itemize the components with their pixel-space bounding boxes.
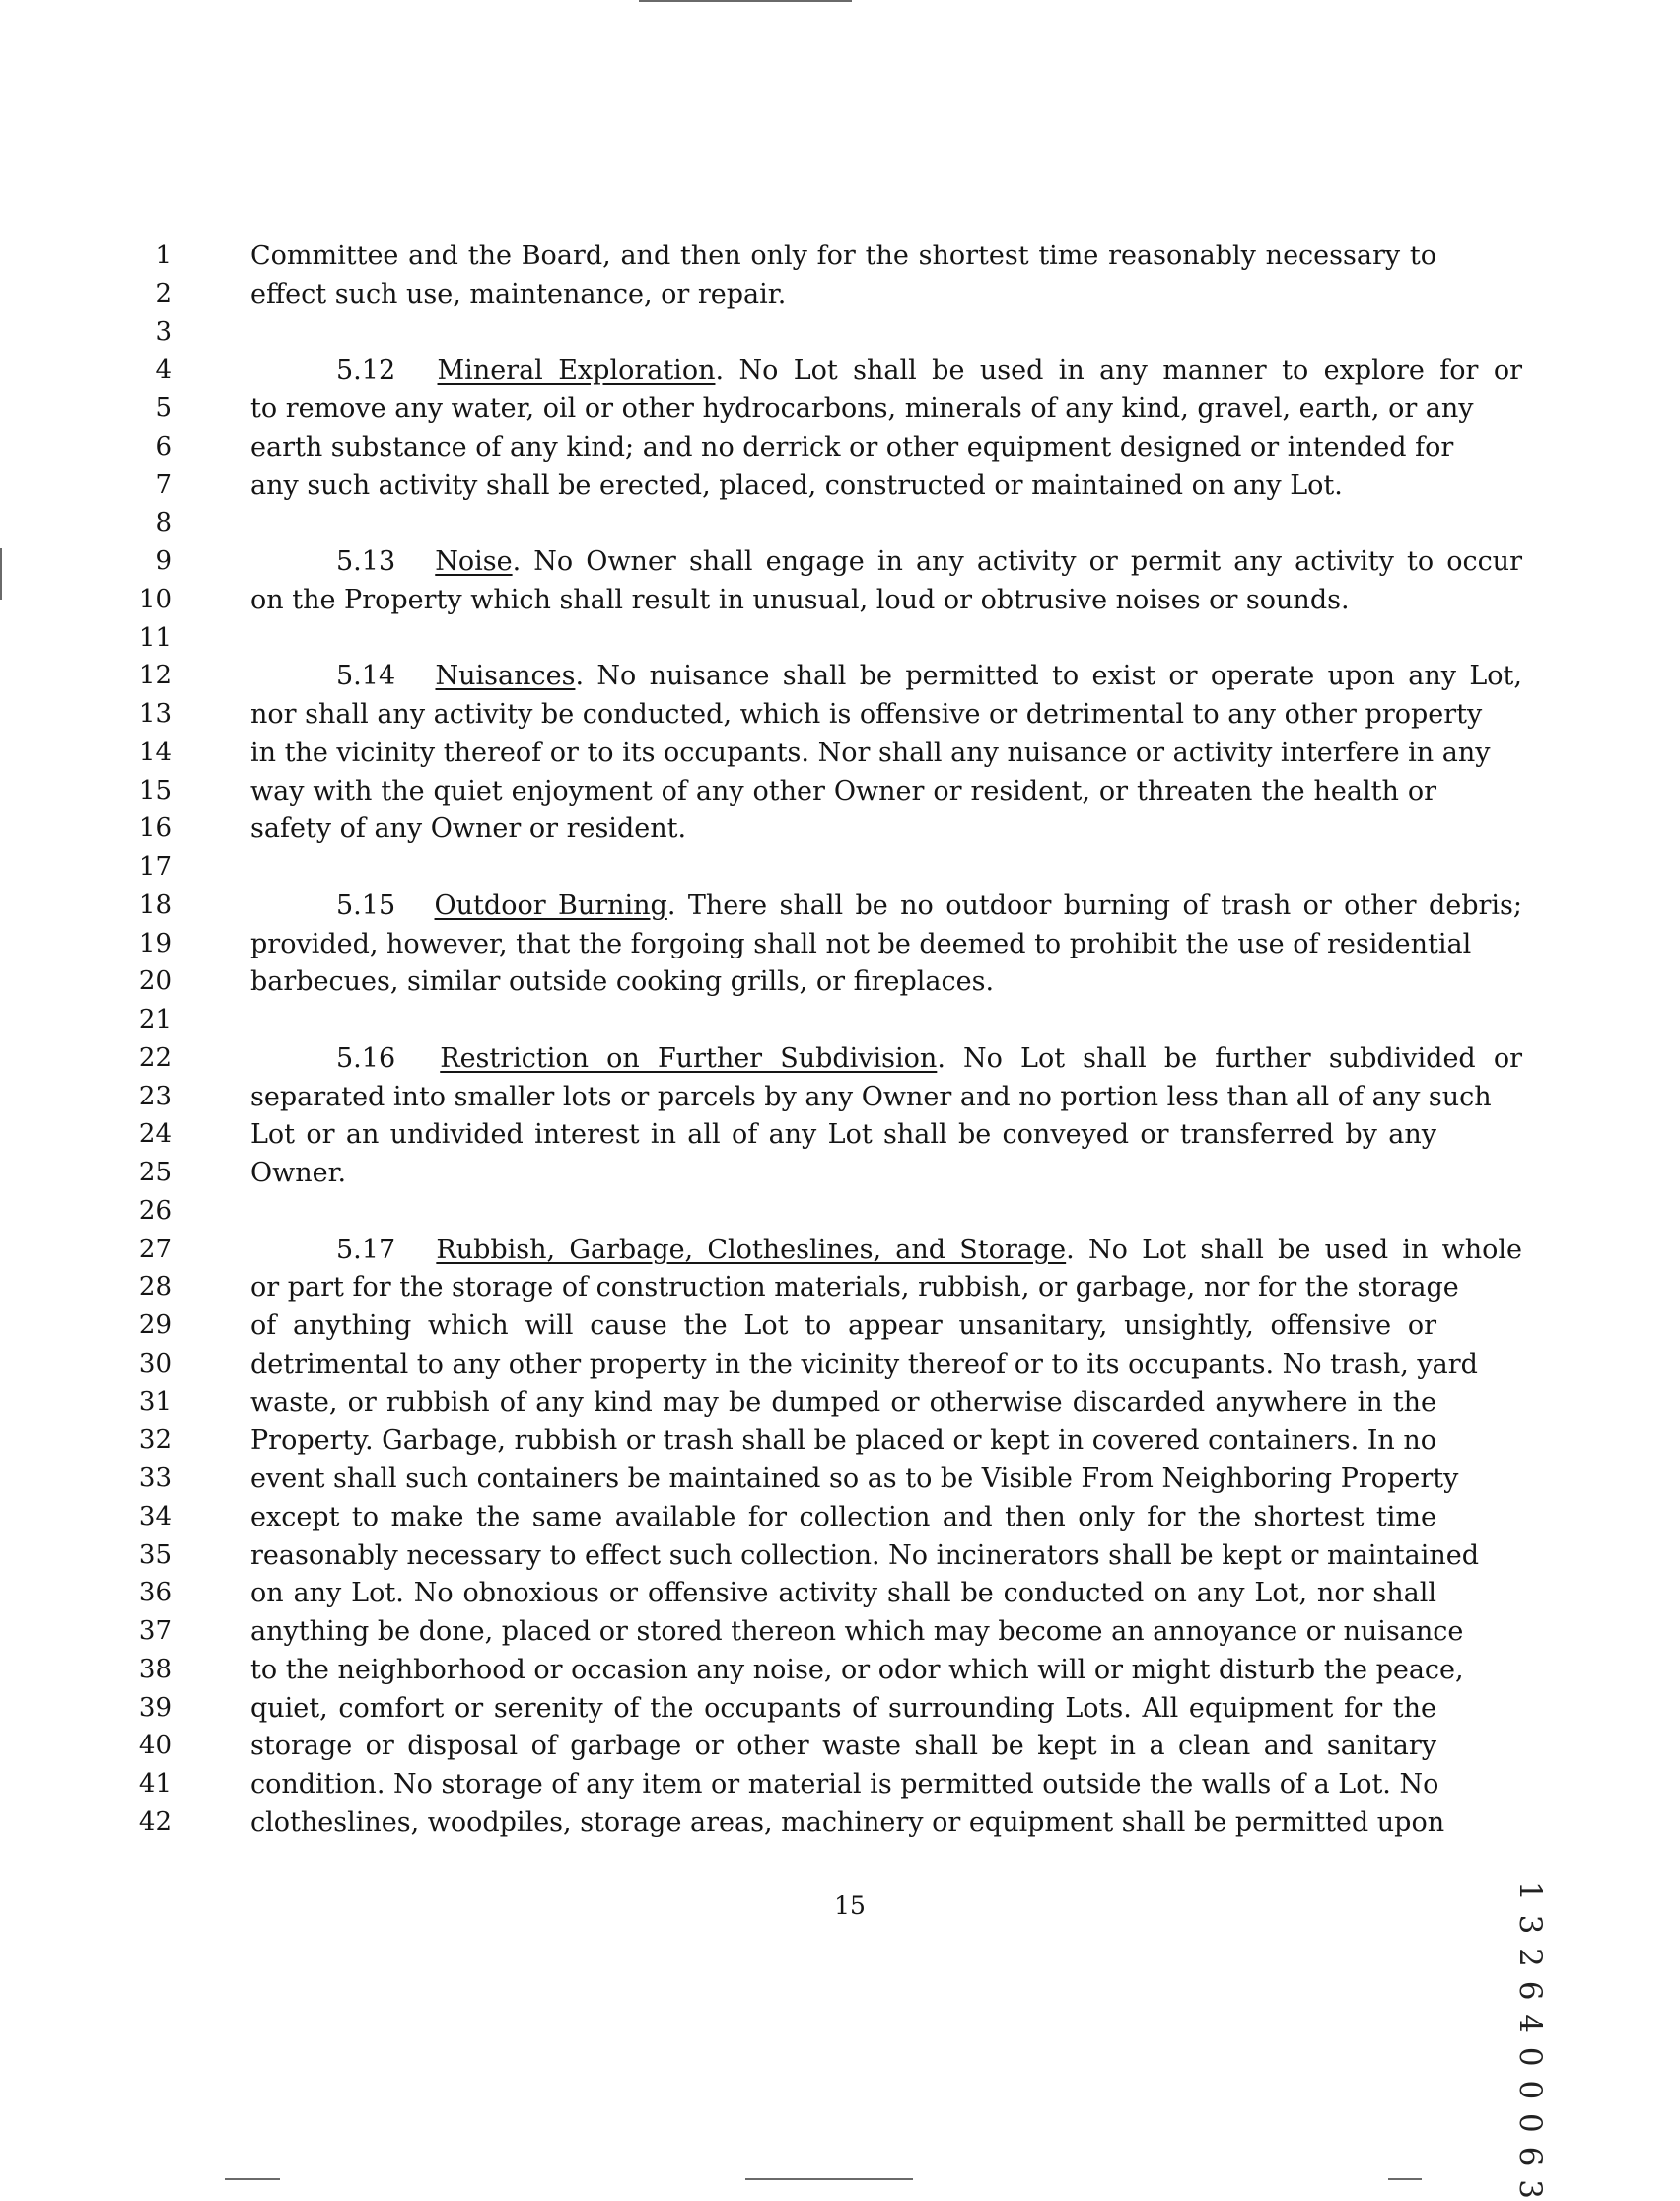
line-number: 2 bbox=[155, 279, 172, 309]
line-text bbox=[250, 1268, 1459, 1307]
line-body: of anything which will cause the Lot to appear unsanitary, unsightly, offensive or bbox=[250, 1311, 1436, 1341]
line-text bbox=[250, 1078, 1492, 1116]
document-line bbox=[0, 1345, 1680, 1384]
line-text bbox=[250, 1804, 1445, 1842]
document-line bbox=[0, 1192, 1680, 1231]
line-body: on the Property which shall result in unusual, loud or obtrusive noises or sounds. bbox=[250, 585, 1350, 615]
line-number: 9 bbox=[155, 546, 172, 576]
line-body: . There shall be no outdoor burning of trash or other debris; bbox=[666, 890, 1522, 921]
line-text bbox=[250, 657, 1522, 695]
document-line bbox=[0, 1689, 1680, 1728]
document-line bbox=[0, 1536, 1680, 1575]
line-number: 31 bbox=[138, 1387, 172, 1417]
section-title: Rubbish, Garbage, Clotheslines, and Storage bbox=[436, 1235, 1067, 1265]
line-text bbox=[250, 1307, 1436, 1345]
document-line bbox=[0, 466, 1680, 505]
line-body: . No Lot shall be used in whole bbox=[1066, 1235, 1523, 1265]
line-body: waste, or rubbish of any kind may be dumped or otherwise discarded anywhere in the bbox=[250, 1387, 1436, 1418]
line-text bbox=[250, 581, 1436, 619]
line-body: quiet, comfort or serenity of the occupants of surrounding Lots. All equipment for the bbox=[250, 1693, 1436, 1724]
line-body: Lot or an undivided interest in all of any Lot shall be conveyed or transferred by any bbox=[250, 1119, 1436, 1150]
section-title: Outdoor Burning bbox=[434, 890, 667, 921]
line-body: . No Lot shall be used in any manner to explore for or bbox=[715, 355, 1522, 386]
line-number: 27 bbox=[138, 1235, 172, 1264]
document-line bbox=[0, 925, 1680, 963]
document-line bbox=[0, 772, 1680, 811]
document-line bbox=[0, 1765, 1680, 1804]
line-text bbox=[250, 1459, 1459, 1498]
line-text bbox=[250, 1612, 1464, 1651]
document-line bbox=[0, 1384, 1680, 1422]
document-line bbox=[0, 1804, 1680, 1842]
line-text bbox=[250, 887, 1522, 925]
line-body: effect such use, maintenance, or repair. bbox=[250, 279, 787, 310]
section-title: Mineral Exploration bbox=[437, 355, 716, 386]
line-body: to the neighborhood or occasion any noise, or odor which will or might disturb the peace, bbox=[250, 1655, 1464, 1685]
line-body: event shall such containers be maintained so as to be Visible From Neighboring Property bbox=[250, 1463, 1459, 1494]
line-number: 42 bbox=[138, 1808, 172, 1837]
line-number: 21 bbox=[138, 1005, 172, 1034]
document-line bbox=[0, 314, 1680, 352]
line-number: 41 bbox=[138, 1769, 172, 1799]
scan-mark-bottom-right bbox=[1388, 2178, 1422, 2180]
scan-mark-bottom-center bbox=[745, 2178, 913, 2180]
line-body: except to make the same available for collection and then only for the shortest time bbox=[250, 1502, 1436, 1532]
line-text bbox=[250, 810, 1436, 848]
document-line bbox=[0, 887, 1680, 925]
line-number: 19 bbox=[138, 929, 172, 958]
line-text bbox=[250, 1039, 1522, 1078]
line-number: 4 bbox=[155, 355, 172, 385]
line-number: 23 bbox=[138, 1082, 172, 1111]
line-number: 40 bbox=[138, 1731, 172, 1760]
line-number: 12 bbox=[138, 661, 172, 690]
line-number: 22 bbox=[138, 1043, 172, 1073]
document-line bbox=[0, 1231, 1680, 1269]
line-body: separated into smaller lots or parcels by any Owner and no portion less than all of any such bbox=[250, 1082, 1492, 1112]
line-number: 25 bbox=[138, 1158, 172, 1187]
document-line bbox=[0, 695, 1680, 734]
line-text bbox=[250, 466, 1436, 505]
line-body: earth substance of any kind; and no derrick or other equipment designed or intended for bbox=[250, 432, 1454, 462]
line-text bbox=[250, 1689, 1436, 1728]
line-text bbox=[250, 1651, 1464, 1689]
document-line bbox=[0, 504, 1680, 542]
line-text bbox=[250, 1498, 1436, 1536]
line-number: 13 bbox=[138, 699, 172, 729]
line-number: 5 bbox=[155, 393, 172, 423]
line-body: . No Owner shall engage in any activity or permit any activity to occur bbox=[512, 546, 1522, 577]
line-number: 35 bbox=[138, 1540, 172, 1570]
line-number: 24 bbox=[138, 1119, 172, 1149]
line-text bbox=[250, 1231, 1522, 1269]
section-number: 5.17 bbox=[336, 1235, 396, 1265]
line-number: 7 bbox=[155, 470, 172, 500]
line-text bbox=[250, 962, 1436, 1001]
line-text bbox=[250, 237, 1436, 275]
document-line bbox=[0, 657, 1680, 695]
line-number: 6 bbox=[155, 432, 172, 462]
line-number: 18 bbox=[138, 890, 172, 920]
line-text bbox=[250, 734, 1491, 772]
line-number: 39 bbox=[138, 1693, 172, 1723]
line-number: 33 bbox=[138, 1463, 172, 1493]
document-line bbox=[0, 275, 1680, 314]
line-number: 36 bbox=[138, 1578, 172, 1607]
line-text bbox=[250, 1765, 1439, 1804]
line-body: clotheslines, woodpiles, storage areas, machinery or equipment shall be permitted upon bbox=[250, 1808, 1445, 1838]
line-body: anything be done, placed or stored thereon which may become an annoyance or nuisance bbox=[250, 1616, 1464, 1647]
document-line bbox=[0, 619, 1680, 658]
line-number: 38 bbox=[138, 1655, 172, 1684]
line-body: barbecues, similar outside cooking grills, or fireplaces. bbox=[250, 966, 995, 997]
line-number: 34 bbox=[138, 1502, 172, 1531]
line-text bbox=[250, 351, 1522, 390]
line-text bbox=[250, 1727, 1436, 1765]
line-number: 15 bbox=[138, 776, 172, 806]
section-number: 5.13 bbox=[336, 546, 396, 577]
line-body: storage or disposal of garbage or other waste shall be kept in a clean and sanitary bbox=[250, 1731, 1436, 1761]
line-body: Property. Garbage, rubbish or trash shall be placed or kept in covered containers. In no bbox=[250, 1425, 1437, 1456]
document-line bbox=[0, 734, 1680, 772]
line-number: 8 bbox=[155, 508, 172, 537]
page-number: 15 bbox=[834, 1891, 866, 1920]
line-number: 16 bbox=[138, 814, 172, 843]
document-line bbox=[0, 1307, 1680, 1345]
line-number: 20 bbox=[138, 966, 172, 996]
line-text bbox=[250, 1536, 1479, 1575]
line-number: 14 bbox=[138, 738, 172, 767]
document-line bbox=[0, 1727, 1680, 1765]
line-text bbox=[250, 390, 1474, 428]
line-body: reasonably necessary to effect such collection. No incinerators shall be kept or maintained bbox=[250, 1540, 1479, 1571]
document-line bbox=[0, 810, 1680, 848]
line-text bbox=[250, 275, 1436, 314]
line-body: nor shall any activity be conducted, which is offensive or detrimental to any other property bbox=[250, 699, 1483, 730]
line-body: way with the quiet enjoyment of any other Owner or resident, or threaten the health or bbox=[250, 776, 1436, 807]
line-number: 37 bbox=[138, 1616, 172, 1646]
line-body: safety of any Owner or resident. bbox=[250, 814, 687, 844]
document-line bbox=[0, 1612, 1680, 1651]
line-text bbox=[250, 1574, 1436, 1612]
line-text bbox=[250, 1154, 1436, 1192]
line-number: 3 bbox=[155, 318, 172, 347]
scan-mark-bottom-left bbox=[225, 2178, 280, 2180]
line-number: 28 bbox=[138, 1272, 172, 1302]
section-title: Noise bbox=[435, 546, 513, 577]
line-body: in the vicinity thereof or to its occupants. Nor shall any nuisance or activity interfere in any bbox=[250, 738, 1491, 768]
line-body: detrimental to any other property in the vicinity thereof or to its occupants. No trash, yard bbox=[250, 1349, 1478, 1380]
document-line bbox=[0, 962, 1680, 1001]
section-number: 5.16 bbox=[336, 1043, 396, 1074]
document-line bbox=[0, 390, 1680, 428]
line-body: on any Lot. No obnoxious or offensive activity shall be conducted on any Lot, nor shall bbox=[250, 1578, 1436, 1608]
document-line bbox=[0, 237, 1680, 275]
line-number: 30 bbox=[138, 1349, 172, 1379]
document-line bbox=[0, 1651, 1680, 1689]
line-body: Committee and the Board, and then only for the shortest time reasonably necessary to bbox=[250, 241, 1436, 271]
line-body: Owner. bbox=[250, 1158, 347, 1188]
line-number: 29 bbox=[138, 1311, 172, 1340]
section-title: Restriction on Further Subdivision bbox=[440, 1043, 938, 1074]
document-line bbox=[0, 1421, 1680, 1459]
document-line bbox=[0, 1459, 1680, 1498]
line-text bbox=[250, 428, 1454, 466]
line-text bbox=[250, 925, 1472, 963]
document-line bbox=[0, 581, 1680, 619]
line-text bbox=[250, 695, 1483, 734]
document-line bbox=[0, 1268, 1680, 1307]
section-number: 5.15 bbox=[336, 890, 396, 921]
document-line bbox=[0, 1574, 1680, 1612]
line-text bbox=[250, 1345, 1478, 1384]
section-number: 5.14 bbox=[336, 661, 396, 691]
document-line bbox=[0, 1115, 1680, 1154]
document-line bbox=[0, 848, 1680, 887]
line-number: 11 bbox=[138, 623, 172, 653]
line-text bbox=[250, 1421, 1436, 1459]
document-line bbox=[0, 1001, 1680, 1039]
line-text bbox=[250, 542, 1522, 581]
line-body: provided, however, that the forgoing shall not be deemed to prohibit the use of residential bbox=[250, 929, 1472, 959]
document-line bbox=[0, 1154, 1680, 1192]
document-line bbox=[0, 1498, 1680, 1536]
document-line bbox=[0, 428, 1680, 466]
line-text bbox=[250, 1115, 1436, 1154]
section-number: 5.12 bbox=[336, 355, 396, 386]
line-number: 10 bbox=[138, 585, 172, 614]
line-body: any such activity shall be erected, placed, constructed or maintained on any Lot. bbox=[250, 470, 1343, 501]
line-body: . No Lot shall be further subdivided or bbox=[937, 1043, 1522, 1074]
line-body: . No nuisance shall be permitted to exist or operate upon any Lot, bbox=[575, 661, 1522, 691]
section-title: Nuisances bbox=[435, 661, 576, 691]
line-number: 26 bbox=[138, 1196, 172, 1226]
line-text bbox=[250, 1384, 1436, 1422]
recording-stamp: 1 3 2 6 4 0 0 0 6 3 bbox=[1512, 1882, 1548, 2201]
document-line bbox=[0, 1039, 1680, 1078]
document-line bbox=[0, 1078, 1680, 1116]
line-body: or part for the storage of construction materials, rubbish, or garbage, nor for the storage bbox=[250, 1272, 1459, 1303]
document-line bbox=[0, 542, 1680, 581]
line-body: to remove any water, oil or other hydrocarbons, minerals of any kind, gravel, earth, or any bbox=[250, 393, 1474, 424]
line-body: condition. No storage of any item or material is permitted outside the walls of a Lot. No bbox=[250, 1769, 1439, 1800]
document-line bbox=[0, 351, 1680, 390]
line-number: 1 bbox=[155, 241, 172, 270]
scan-mark-top bbox=[639, 0, 852, 2]
line-text bbox=[250, 772, 1436, 811]
line-number: 17 bbox=[138, 852, 172, 882]
line-number: 32 bbox=[138, 1425, 172, 1455]
